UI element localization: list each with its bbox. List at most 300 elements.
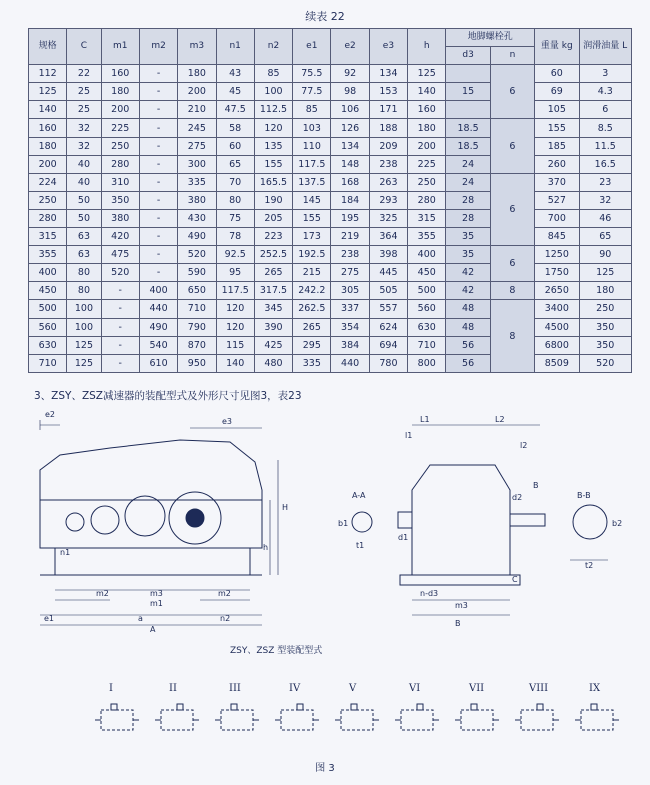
table-cell: 710 bbox=[408, 336, 446, 354]
table-cell: 420 bbox=[101, 228, 139, 246]
table-cell: 225 bbox=[101, 119, 139, 137]
table-cell: 350 bbox=[101, 191, 139, 209]
table-cell: 125 bbox=[67, 336, 101, 354]
table-cell: 624 bbox=[369, 318, 407, 336]
oil-cell: 350 bbox=[579, 336, 632, 354]
table-cell: 120 bbox=[254, 119, 292, 137]
header-cell: 重量 kg bbox=[535, 29, 579, 65]
table-cell: 65 bbox=[216, 155, 254, 173]
dim-l2: l2 bbox=[520, 441, 528, 450]
header-cell: n1 bbox=[216, 29, 254, 65]
table-cell: 45 bbox=[216, 83, 254, 101]
table-cell: 140 bbox=[29, 101, 67, 119]
oil-cell: 11.5 bbox=[579, 137, 632, 155]
variant-label: VI bbox=[409, 683, 421, 694]
table-cell: 280 bbox=[101, 155, 139, 173]
table-cell: 780 bbox=[369, 354, 407, 372]
table-cell: 25 bbox=[67, 101, 101, 119]
table-cell: 295 bbox=[293, 336, 331, 354]
table-cell: 190 bbox=[254, 191, 292, 209]
table-cell: 112 bbox=[29, 65, 67, 83]
table-cell: - bbox=[139, 155, 177, 173]
table-cell: 140 bbox=[216, 354, 254, 372]
dim-L1: L1 bbox=[420, 415, 430, 424]
table-cell: 355 bbox=[29, 246, 67, 264]
bolt-d3-cell bbox=[446, 65, 490, 83]
table-cell: 63 bbox=[67, 246, 101, 264]
table-cell: 155 bbox=[293, 209, 331, 227]
table-cell: 135 bbox=[254, 137, 292, 155]
table-cell: 160 bbox=[101, 65, 139, 83]
table-cell: 160 bbox=[408, 101, 446, 119]
header-cell: 润滑油量 L bbox=[579, 29, 632, 65]
weight-cell: 1750 bbox=[535, 264, 579, 282]
dim-b1: b1 bbox=[338, 519, 349, 528]
dim-m3-front: m3 bbox=[150, 589, 163, 598]
header-cell: 地脚螺栓孔 bbox=[446, 29, 535, 47]
table-cell: 70 bbox=[216, 173, 254, 191]
table-cell: 870 bbox=[178, 336, 216, 354]
dim-A: A bbox=[150, 625, 156, 634]
oil-cell: 90 bbox=[579, 246, 632, 264]
table-row bbox=[29, 264, 632, 282]
table-cell: 630 bbox=[29, 336, 67, 354]
table-row bbox=[29, 191, 632, 209]
table-cell: 450 bbox=[408, 264, 446, 282]
table-cell: 252.5 bbox=[254, 246, 292, 264]
table-row bbox=[29, 209, 632, 227]
table-cell: 293 bbox=[369, 191, 407, 209]
table-cell: 250 bbox=[101, 137, 139, 155]
shaft-circle-2 bbox=[91, 506, 119, 534]
table-cell: 560 bbox=[29, 318, 67, 336]
table-cell: 315 bbox=[408, 209, 446, 227]
table-cell: 145 bbox=[293, 191, 331, 209]
table-cell: 78 bbox=[216, 228, 254, 246]
weight-cell: 6800 bbox=[535, 336, 579, 354]
table-row bbox=[29, 101, 632, 119]
bolt-d3-cell: 15 bbox=[446, 83, 490, 101]
bolt-n-cell: 6 bbox=[490, 246, 534, 282]
bolt-d3-cell: 24 bbox=[446, 173, 490, 191]
table-cell: 364 bbox=[369, 228, 407, 246]
dim-a: a bbox=[138, 614, 143, 623]
table-cell: 398 bbox=[369, 246, 407, 264]
variant-label: III bbox=[229, 683, 241, 694]
variant-label: VII bbox=[469, 683, 485, 694]
table-cell: 245 bbox=[178, 119, 216, 137]
table-cell: 125 bbox=[29, 83, 67, 101]
table-row bbox=[29, 119, 632, 137]
section-bb-label: B-B bbox=[577, 491, 591, 500]
sub-header-cell: d3 bbox=[446, 47, 490, 65]
weight-cell: 1250 bbox=[535, 246, 579, 264]
table-cell: 126 bbox=[331, 119, 369, 137]
table-cell: 200 bbox=[101, 101, 139, 119]
table-cell: 171 bbox=[369, 101, 407, 119]
shaft-circle-3 bbox=[125, 496, 165, 536]
table-cell: 85 bbox=[254, 65, 292, 83]
table-cell: 165.5 bbox=[254, 173, 292, 191]
table-cell: 380 bbox=[101, 209, 139, 227]
oil-cell: 46 bbox=[579, 209, 632, 227]
bolt-d3-cell: 42 bbox=[446, 264, 490, 282]
bolt-d3-cell: 56 bbox=[446, 354, 490, 372]
dim-d1: d1 bbox=[398, 533, 409, 542]
table-cell: 125 bbox=[67, 354, 101, 372]
table-cell: - bbox=[139, 191, 177, 209]
table-cell: - bbox=[139, 137, 177, 155]
table-cell: 335 bbox=[178, 173, 216, 191]
bolt-d3-cell: 48 bbox=[446, 318, 490, 336]
table-cell: 610 bbox=[139, 354, 177, 372]
table-cell: 32 bbox=[67, 137, 101, 155]
table-cell: 300 bbox=[178, 155, 216, 173]
table-cell: 125 bbox=[408, 65, 446, 83]
variant-diagram bbox=[215, 700, 259, 740]
section-bb-shaft bbox=[573, 505, 607, 539]
dim-m3-side: m3 bbox=[455, 601, 468, 610]
table-cell: 790 bbox=[178, 318, 216, 336]
bolt-d3-cell: 48 bbox=[446, 300, 490, 318]
table-cell: 80 bbox=[216, 191, 254, 209]
spec-table bbox=[28, 28, 632, 373]
table-cell: 63 bbox=[67, 228, 101, 246]
table-cell: - bbox=[139, 173, 177, 191]
table-row bbox=[29, 336, 632, 354]
table-cell: 195 bbox=[331, 209, 369, 227]
dim-H: H bbox=[282, 503, 289, 512]
table-cell: - bbox=[101, 318, 139, 336]
bolt-n-cell: 6 bbox=[490, 119, 534, 173]
table-cell: - bbox=[139, 209, 177, 227]
variant-label: II bbox=[169, 683, 177, 694]
header-cell: n2 bbox=[254, 29, 292, 65]
bolt-d3-cell: 18.5 bbox=[446, 119, 490, 137]
table-cell: 100 bbox=[254, 83, 292, 101]
bolt-d3-cell: 35 bbox=[446, 228, 490, 246]
table-cell: 425 bbox=[254, 336, 292, 354]
oil-cell: 8.5 bbox=[579, 119, 632, 137]
table-cell: 43 bbox=[216, 65, 254, 83]
table-cell: 58 bbox=[216, 119, 254, 137]
dim-m2-right: m2 bbox=[218, 589, 231, 598]
oil-cell: 125 bbox=[579, 264, 632, 282]
table-cell: 400 bbox=[139, 282, 177, 300]
dim-d2: d2 bbox=[512, 493, 523, 502]
table-cell: 134 bbox=[331, 137, 369, 155]
table-cell: 117.5 bbox=[216, 282, 254, 300]
table-cell: 173 bbox=[293, 228, 331, 246]
dim-l1: l1 bbox=[405, 431, 413, 440]
table-row bbox=[29, 228, 632, 246]
header-cell: C bbox=[67, 29, 101, 65]
table-cell: 120 bbox=[216, 300, 254, 318]
table-cell: 250 bbox=[29, 191, 67, 209]
table-row bbox=[29, 155, 632, 173]
header-cell: e1 bbox=[293, 29, 331, 65]
table-cell: 92.5 bbox=[216, 246, 254, 264]
table-cell: 475 bbox=[101, 246, 139, 264]
dim-e1: e1 bbox=[44, 614, 55, 623]
header-cell: e2 bbox=[331, 29, 369, 65]
table-row bbox=[29, 354, 632, 372]
variant-diagram bbox=[515, 700, 559, 740]
table-cell: 310 bbox=[101, 173, 139, 191]
oil-cell: 180 bbox=[579, 282, 632, 300]
table-cell: 650 bbox=[178, 282, 216, 300]
bolt-d3-cell: 35 bbox=[446, 246, 490, 264]
dim-n1: n1 bbox=[60, 548, 71, 557]
gearbox-side-housing bbox=[412, 465, 510, 575]
dim-t1: t1 bbox=[356, 541, 365, 550]
table-cell: 25 bbox=[67, 83, 101, 101]
header-cell: m1 bbox=[101, 29, 139, 65]
weight-cell: 3400 bbox=[535, 300, 579, 318]
table-cell: 500 bbox=[408, 282, 446, 300]
table-title: 续表 22 bbox=[305, 10, 345, 23]
output-shaft-center bbox=[186, 509, 204, 527]
table-cell: 355 bbox=[408, 228, 446, 246]
oil-cell: 6 bbox=[579, 101, 632, 119]
dim-e2: e2 bbox=[45, 410, 56, 419]
dim-B-side: B bbox=[533, 481, 539, 490]
table-cell: 120 bbox=[216, 318, 254, 336]
table-cell: 490 bbox=[139, 318, 177, 336]
section-aa-label: A-A bbox=[352, 491, 366, 500]
table-cell: 92 bbox=[331, 65, 369, 83]
variant-label: IX bbox=[589, 683, 601, 694]
weight-cell: 527 bbox=[535, 191, 579, 209]
variant-diagram bbox=[95, 700, 139, 740]
table-cell: 262.5 bbox=[293, 300, 331, 318]
oil-cell: 65 bbox=[579, 228, 632, 246]
table-cell: 238 bbox=[331, 246, 369, 264]
dim-L2: L2 bbox=[495, 415, 505, 424]
weight-cell: 69 bbox=[535, 83, 579, 101]
bolt-d3-cell: 42 bbox=[446, 282, 490, 300]
table-cell: 219 bbox=[331, 228, 369, 246]
dim-C: C bbox=[512, 575, 518, 584]
table-cell: 560 bbox=[408, 300, 446, 318]
table-cell: 140 bbox=[408, 83, 446, 101]
table-cell: 200 bbox=[178, 83, 216, 101]
variant-label: IV bbox=[289, 683, 301, 694]
dim-n2: n2 bbox=[220, 614, 231, 623]
weight-cell: 845 bbox=[535, 228, 579, 246]
table-cell: 384 bbox=[331, 336, 369, 354]
header-cell: h bbox=[408, 29, 446, 65]
table-cell: 710 bbox=[29, 354, 67, 372]
table-cell: 188 bbox=[369, 119, 407, 137]
header-cell: 规格 bbox=[29, 29, 67, 65]
table-cell: 450 bbox=[29, 282, 67, 300]
table-cell: 200 bbox=[29, 155, 67, 173]
table-cell: 224 bbox=[29, 173, 67, 191]
table-cell: 430 bbox=[178, 209, 216, 227]
weight-cell: 155 bbox=[535, 119, 579, 137]
bolt-d3-cell bbox=[446, 101, 490, 119]
bolt-d3-cell: 24 bbox=[446, 155, 490, 173]
variant-diagram bbox=[275, 700, 319, 740]
dim-h: h bbox=[263, 543, 269, 552]
table-cell: 95 bbox=[216, 264, 254, 282]
table-cell: 210 bbox=[178, 101, 216, 119]
table-cell: 160 bbox=[29, 119, 67, 137]
table-cell: 223 bbox=[254, 228, 292, 246]
table-cell: 100 bbox=[67, 300, 101, 318]
table-cell: 250 bbox=[408, 173, 446, 191]
oil-cell: 4.3 bbox=[579, 83, 632, 101]
table-row bbox=[29, 282, 632, 300]
weight-cell: 2650 bbox=[535, 282, 579, 300]
gearbox-front-housing bbox=[40, 440, 262, 548]
table-cell: 192.5 bbox=[293, 246, 331, 264]
variant-label: V bbox=[349, 683, 357, 694]
table-cell: 40 bbox=[67, 155, 101, 173]
table-cell: - bbox=[139, 83, 177, 101]
table-cell: - bbox=[101, 336, 139, 354]
table-cell: 155 bbox=[254, 155, 292, 173]
table-cell: 180 bbox=[408, 119, 446, 137]
table-cell: 103 bbox=[293, 119, 331, 137]
table-cell: 694 bbox=[369, 336, 407, 354]
oil-cell: 250 bbox=[579, 300, 632, 318]
figure-label: 图 3 bbox=[315, 763, 335, 774]
table-cell: 500 bbox=[29, 300, 67, 318]
table-cell: 390 bbox=[254, 318, 292, 336]
table-cell: 380 bbox=[178, 191, 216, 209]
table-row bbox=[29, 173, 632, 191]
table-row bbox=[29, 83, 632, 101]
table-cell: 115 bbox=[216, 336, 254, 354]
dim-m2-left: m2 bbox=[96, 589, 109, 598]
table-cell: 180 bbox=[101, 83, 139, 101]
table-row bbox=[29, 246, 632, 264]
table-cell: 238 bbox=[369, 155, 407, 173]
table-cell: 50 bbox=[67, 191, 101, 209]
table-cell: 47.5 bbox=[216, 101, 254, 119]
table-cell: 77.5 bbox=[293, 83, 331, 101]
bolt-n-cell: 8 bbox=[490, 300, 534, 372]
table-cell: 50 bbox=[67, 209, 101, 227]
table-cell: 80 bbox=[67, 282, 101, 300]
table-cell: 180 bbox=[29, 137, 67, 155]
table-cell: - bbox=[139, 101, 177, 119]
table-cell: 557 bbox=[369, 300, 407, 318]
table-cell: 242.2 bbox=[293, 282, 331, 300]
variant-diagram bbox=[455, 700, 499, 740]
bolt-n-cell: 6 bbox=[490, 65, 534, 119]
table-cell: - bbox=[139, 246, 177, 264]
table-cell: 200 bbox=[408, 137, 446, 155]
table-cell: 215 bbox=[293, 264, 331, 282]
table-cell: 106 bbox=[331, 101, 369, 119]
bolt-d3-cell: 18.5 bbox=[446, 137, 490, 155]
table-cell: 32 bbox=[67, 119, 101, 137]
table-cell: 305 bbox=[331, 282, 369, 300]
table-cell: 168 bbox=[331, 173, 369, 191]
variant-diagram bbox=[395, 700, 439, 740]
bolt-d3-cell: 28 bbox=[446, 191, 490, 209]
weight-cell: 105 bbox=[535, 101, 579, 119]
table-cell: - bbox=[139, 228, 177, 246]
table-cell: 80 bbox=[67, 264, 101, 282]
table-cell: 400 bbox=[29, 264, 67, 282]
table-cell: 180 bbox=[178, 65, 216, 83]
variant-diagram bbox=[155, 700, 199, 740]
table-row bbox=[29, 137, 632, 155]
table-cell: 100 bbox=[67, 318, 101, 336]
dim-e3: e3 bbox=[222, 417, 233, 426]
dim-b2: b2 bbox=[612, 519, 623, 528]
assembly-drawing bbox=[0, 400, 650, 650]
table-cell: 710 bbox=[178, 300, 216, 318]
header-cell: m2 bbox=[139, 29, 177, 65]
oil-cell: 32 bbox=[579, 191, 632, 209]
table-cell: 400 bbox=[408, 246, 446, 264]
table-cell: 85 bbox=[293, 101, 331, 119]
header-cell: e3 bbox=[369, 29, 407, 65]
table-cell: 630 bbox=[408, 318, 446, 336]
weight-cell: 260 bbox=[535, 155, 579, 173]
table-cell: 184 bbox=[331, 191, 369, 209]
table-cell: 134 bbox=[369, 65, 407, 83]
table-cell: 520 bbox=[101, 264, 139, 282]
table-row bbox=[29, 300, 632, 318]
table-cell: - bbox=[101, 282, 139, 300]
table-cell: - bbox=[101, 354, 139, 372]
table-cell: 317.5 bbox=[254, 282, 292, 300]
variant-diagram bbox=[335, 700, 379, 740]
table-cell: 275 bbox=[178, 137, 216, 155]
variant-label: VIII bbox=[529, 683, 549, 694]
assembly-caption: ZSY、ZSZ 型装配型式 bbox=[230, 646, 323, 656]
weight-cell: 60 bbox=[535, 65, 579, 83]
table-cell: 40 bbox=[67, 173, 101, 191]
table-cell: 117.5 bbox=[293, 155, 331, 173]
table-cell: 75.5 bbox=[293, 65, 331, 83]
weight-cell: 700 bbox=[535, 209, 579, 227]
table-row bbox=[29, 318, 632, 336]
oil-cell: 350 bbox=[579, 318, 632, 336]
table-cell: 209 bbox=[369, 137, 407, 155]
header-cell: m3 bbox=[178, 29, 216, 65]
shaft-circle-1 bbox=[66, 513, 84, 531]
table-cell: 60 bbox=[216, 137, 254, 155]
variant-diagram bbox=[575, 700, 619, 740]
table-cell: 153 bbox=[369, 83, 407, 101]
table-cell: 950 bbox=[178, 354, 216, 372]
table-cell: 112.5 bbox=[254, 101, 292, 119]
table-cell: 205 bbox=[254, 209, 292, 227]
table-cell: 225 bbox=[408, 155, 446, 173]
table-cell: 445 bbox=[369, 264, 407, 282]
sub-header-cell: n bbox=[490, 47, 534, 65]
bolt-d3-cell: 56 bbox=[446, 336, 490, 354]
table-cell: - bbox=[139, 119, 177, 137]
table-cell: 345 bbox=[254, 300, 292, 318]
table-cell: 540 bbox=[139, 336, 177, 354]
section-aa-shaft bbox=[352, 512, 372, 532]
table-cell: 490 bbox=[178, 228, 216, 246]
table-cell: 280 bbox=[29, 209, 67, 227]
weight-cell: 4500 bbox=[535, 318, 579, 336]
table-cell: - bbox=[101, 300, 139, 318]
oil-cell: 23 bbox=[579, 173, 632, 191]
section-heading: 3、ZSY、ZSZ减速器的装配型式及外形尺寸见图3，表23 bbox=[34, 390, 302, 402]
bolt-n-cell: 6 bbox=[490, 173, 534, 245]
